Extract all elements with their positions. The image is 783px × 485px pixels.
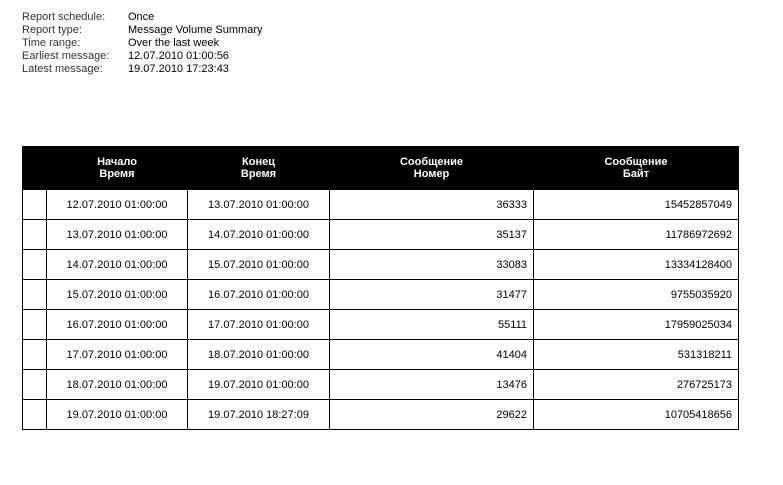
end-time-cell: 16.07.2010 01:00:00 bbox=[188, 280, 330, 310]
report-metadata bbox=[22, 11, 263, 76]
row-marker-cell bbox=[23, 220, 47, 250]
start-time-cell: 19.07.2010 01:00:00 bbox=[47, 400, 188, 430]
table-row bbox=[23, 370, 739, 400]
end-time-cell: 14.07.2010 01:00:00 bbox=[188, 220, 330, 250]
message-bytes-cell: 531318211 bbox=[534, 340, 739, 370]
header-line1: Сообщение bbox=[399, 156, 464, 168]
start-time-cell: 13.07.2010 01:00:00 bbox=[47, 220, 188, 250]
end-time-cell: 17.07.2010 01:00:00 bbox=[188, 310, 330, 340]
start-time-cell: 17.07.2010 01:00:00 bbox=[47, 340, 188, 370]
meta-row-time-range bbox=[22, 37, 263, 50]
message-count-cell: 13476 bbox=[330, 370, 534, 400]
message-count-cell: 29622 bbox=[330, 400, 534, 430]
end-time-cell: 19.07.2010 18:27:09 bbox=[188, 400, 330, 430]
end-time-cell: 18.07.2010 01:00:00 bbox=[188, 340, 330, 370]
row-marker-cell bbox=[23, 340, 47, 370]
table-row bbox=[23, 400, 739, 430]
table-header-row bbox=[23, 147, 739, 190]
message-count-cell: 35137 bbox=[330, 220, 534, 250]
end-time-cell: 19.07.2010 01:00:00 bbox=[188, 370, 330, 400]
table-row bbox=[23, 280, 739, 310]
meta-label: Report type: bbox=[22, 24, 82, 36]
table-row bbox=[23, 340, 739, 370]
end-time-cell: 13.07.2010 01:00:00 bbox=[188, 190, 330, 220]
header-line1: Сообщение bbox=[604, 156, 668, 168]
meta-value: Message Volume Summary bbox=[128, 24, 263, 36]
message-bytes-cell: 276725173 bbox=[534, 370, 739, 400]
row-marker-cell bbox=[23, 400, 47, 430]
meta-row-schedule bbox=[22, 11, 263, 24]
meta-row-earliest bbox=[22, 50, 263, 63]
message-bytes-cell: 13334128400 bbox=[534, 250, 739, 280]
header-end-time[interactable] bbox=[188, 147, 330, 190]
row-marker-cell bbox=[23, 370, 47, 400]
table-row bbox=[23, 190, 739, 220]
row-marker-cell bbox=[23, 310, 47, 340]
header-line1: Начало bbox=[97, 156, 137, 168]
meta-label: Time range: bbox=[22, 37, 81, 49]
start-time-cell: 16.07.2010 01:00:00 bbox=[47, 310, 188, 340]
message-count-cell: 31477 bbox=[330, 280, 534, 310]
header-line1: Конец bbox=[242, 156, 275, 168]
message-bytes-cell: 11786972692 bbox=[534, 220, 739, 250]
header-start-time[interactable] bbox=[47, 147, 188, 190]
meta-value: Once bbox=[128, 11, 155, 23]
meta-row-latest bbox=[22, 63, 263, 76]
header-blank bbox=[23, 147, 47, 190]
message-bytes-cell: 10705418656 bbox=[534, 400, 739, 430]
message-count-cell: 36333 bbox=[330, 190, 534, 220]
meta-value: 12.07.2010 01:00:56 bbox=[128, 50, 229, 62]
meta-value: 19.07.2010 17:23:43 bbox=[128, 63, 229, 75]
table-row bbox=[23, 310, 739, 340]
meta-value: Over the last week bbox=[128, 37, 220, 49]
header-line2: Номер bbox=[413, 168, 450, 180]
table-row bbox=[23, 220, 739, 250]
message-count-cell: 33083 bbox=[330, 250, 534, 280]
meta-label: Earliest message: bbox=[22, 50, 110, 62]
message-count-cell: 55111 bbox=[330, 310, 534, 340]
row-marker-cell bbox=[23, 280, 47, 310]
start-time-cell: 12.07.2010 01:00:00 bbox=[47, 190, 188, 220]
meta-row-type bbox=[22, 24, 263, 37]
message-bytes-cell: 17959025034 bbox=[534, 310, 739, 340]
header-line2: Байт bbox=[622, 168, 650, 180]
message-bytes-cell: 9755035920 bbox=[534, 280, 739, 310]
header-message-count[interactable] bbox=[330, 147, 534, 190]
message-bytes-cell: 15452857049 bbox=[534, 190, 739, 220]
meta-label: Report schedule: bbox=[22, 11, 106, 23]
message-volume-table bbox=[22, 146, 739, 430]
end-time-cell: 15.07.2010 01:00:00 bbox=[188, 250, 330, 280]
header-line2: Время bbox=[99, 168, 135, 180]
row-marker-cell bbox=[23, 190, 47, 220]
message-count-cell: 41404 bbox=[330, 340, 534, 370]
start-time-cell: 18.07.2010 01:00:00 bbox=[47, 370, 188, 400]
start-time-cell: 14.07.2010 01:00:00 bbox=[47, 250, 188, 280]
table-row bbox=[23, 250, 739, 280]
meta-label: Latest message: bbox=[22, 63, 103, 75]
header-line2: Время bbox=[240, 168, 277, 180]
header-message-bytes[interactable] bbox=[534, 147, 739, 190]
start-time-cell: 15.07.2010 01:00:00 bbox=[47, 280, 188, 310]
row-marker-cell bbox=[23, 250, 47, 280]
